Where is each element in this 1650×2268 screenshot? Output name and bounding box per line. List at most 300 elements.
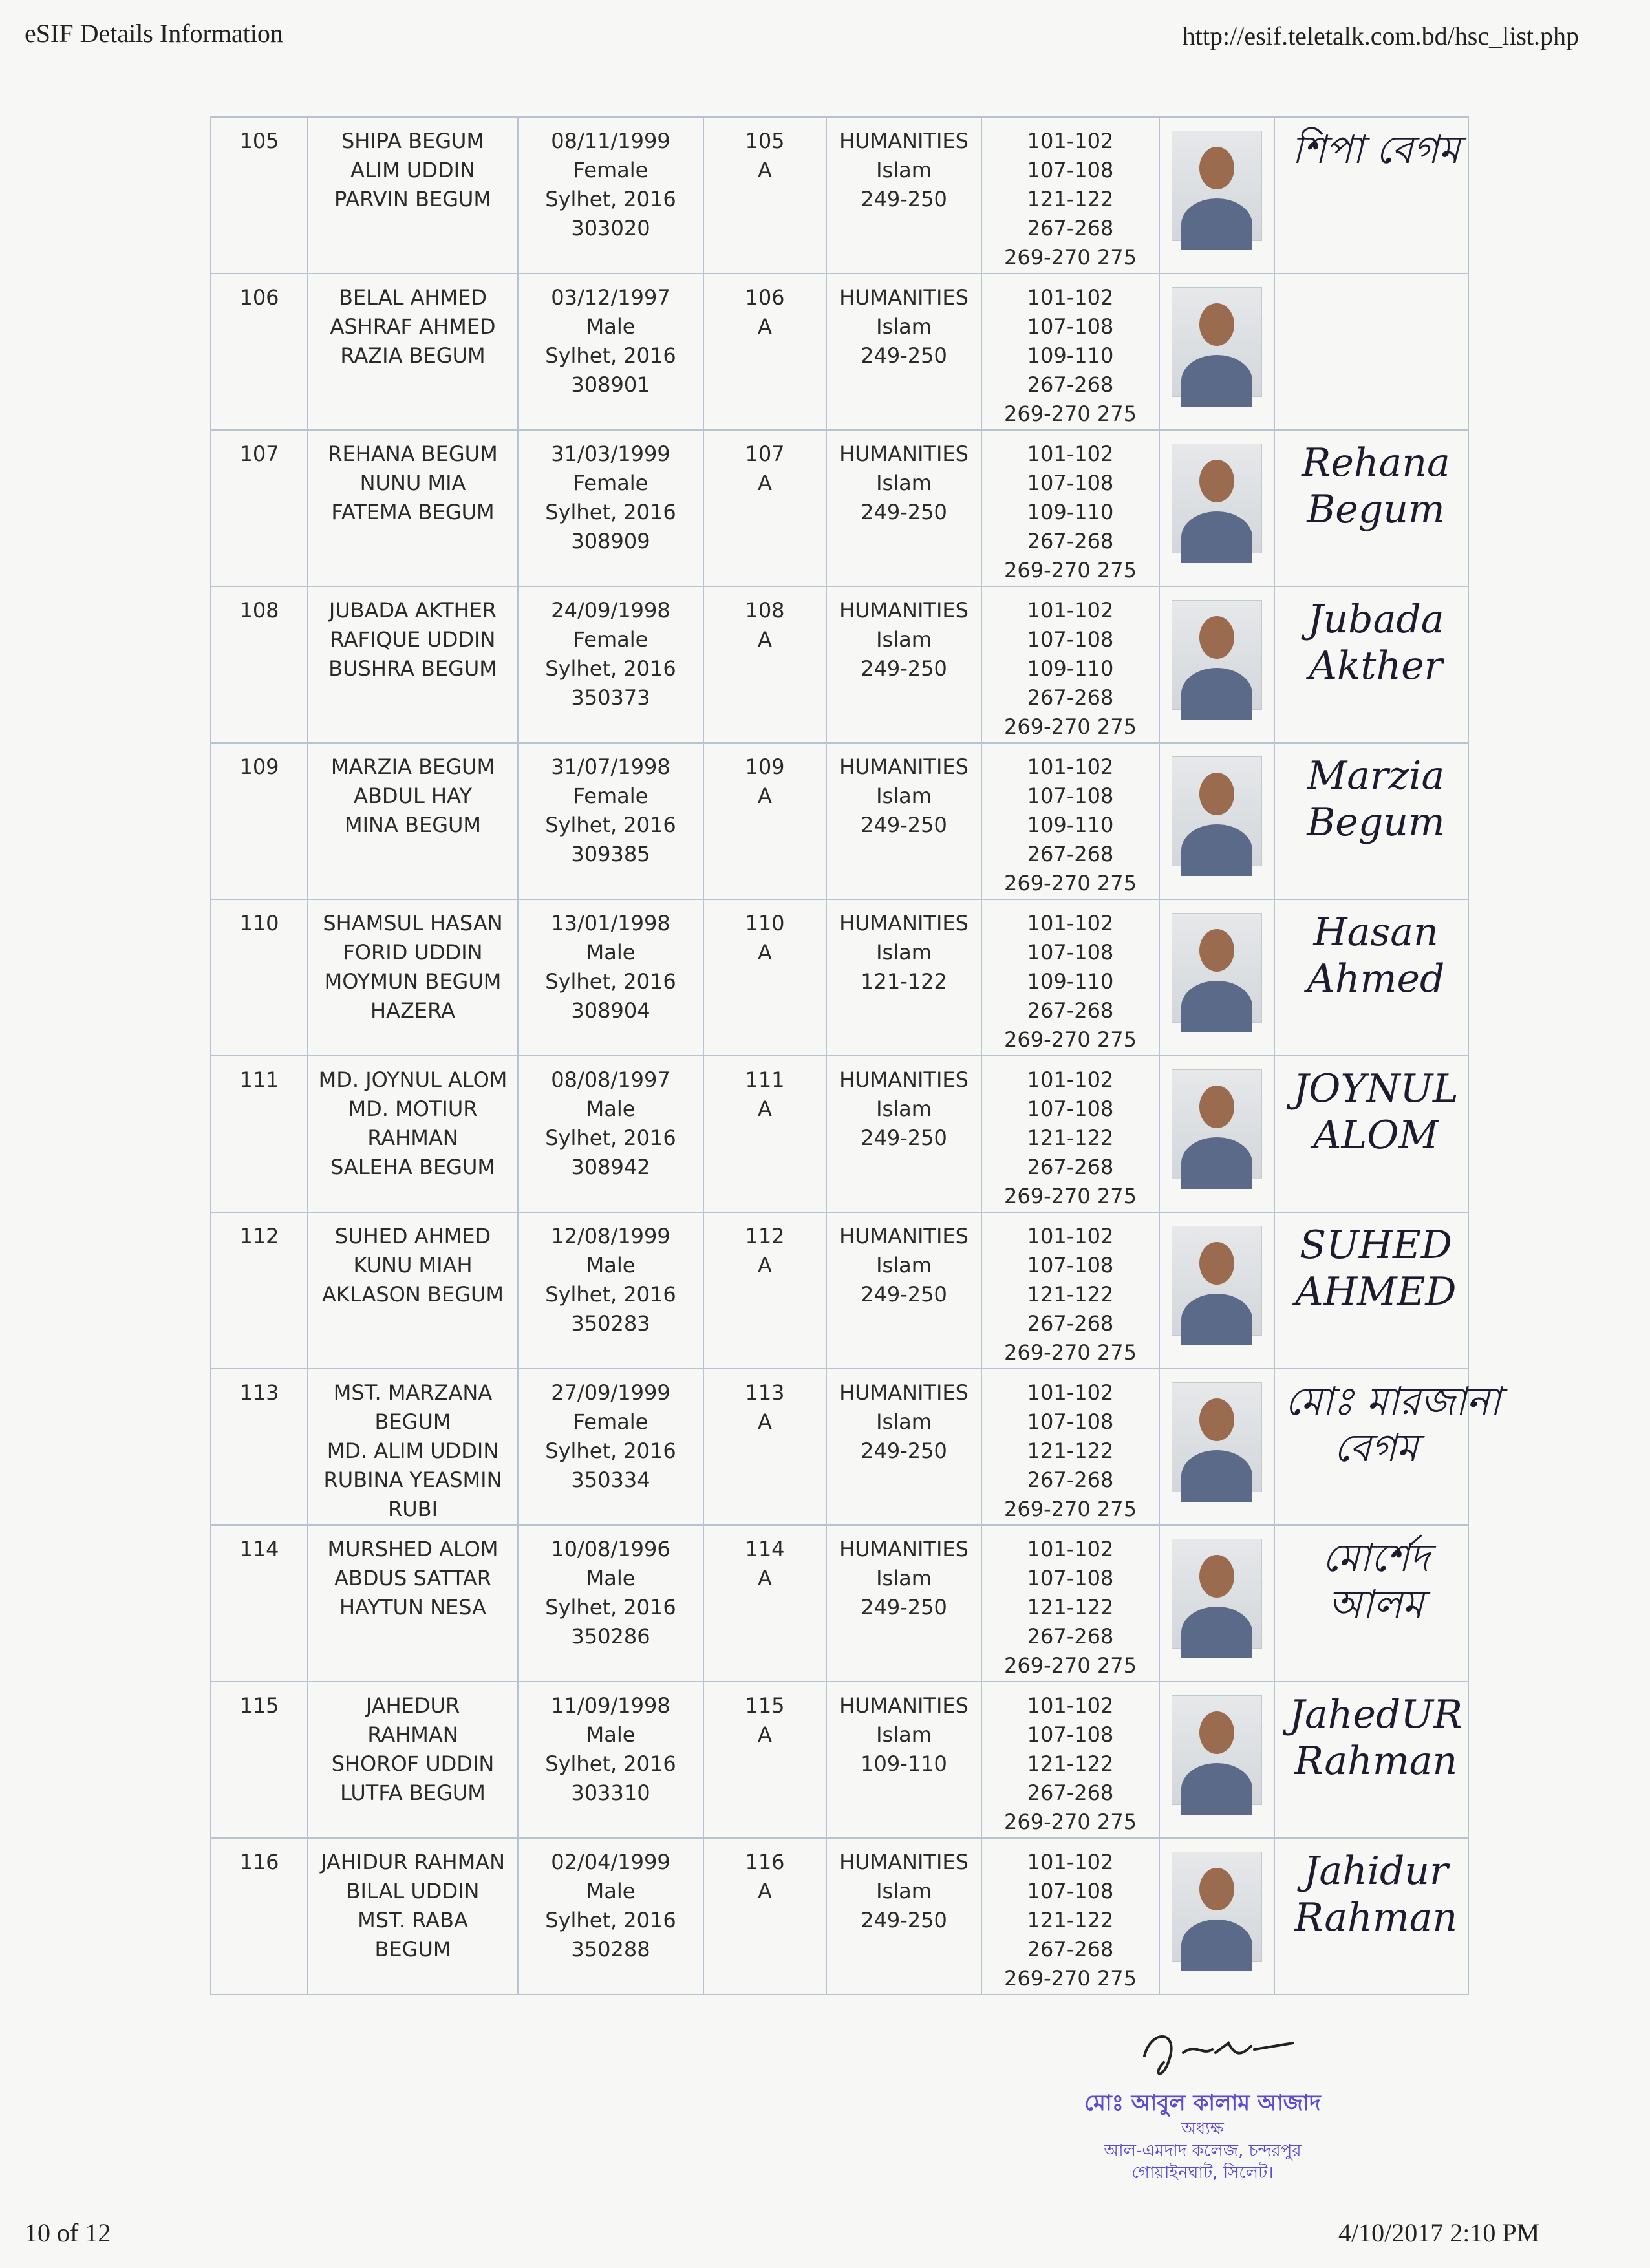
handwritten-signature: Jahidur bbox=[1303, 1848, 1448, 1894]
cell-group-line: 249-250 bbox=[861, 1595, 947, 1620]
cell-roll-line: A bbox=[758, 1566, 772, 1590]
cell-roll-line: A bbox=[758, 314, 772, 339]
cell-roll-line: A bbox=[758, 1722, 772, 1747]
cell-birth-info-line: 11/09/1998 bbox=[551, 1693, 670, 1718]
cell-serial-value: 105 bbox=[239, 129, 279, 153]
cell-signature bbox=[1274, 743, 1468, 899]
cell-serial bbox=[211, 743, 308, 899]
cell-serial bbox=[211, 899, 308, 1056]
cell-birth-info-line: 308904 bbox=[571, 998, 650, 1023]
handwritten-signature: শিপা বেগম bbox=[1291, 127, 1461, 173]
cell-serial bbox=[211, 273, 308, 430]
handwritten-signature: SUHED bbox=[1300, 1223, 1452, 1268]
photo-head-shape bbox=[1199, 1555, 1234, 1598]
cell-subjects-line: 269-270 275 bbox=[1004, 871, 1137, 895]
cell-names-line: MURSHED ALOM bbox=[327, 1537, 498, 1561]
cell-subjects-line: 101-102 bbox=[1027, 442, 1114, 466]
cell-names bbox=[308, 1838, 518, 1995]
page-header-url: http://esif.teletalk.com.bd/hsc_list.php bbox=[1182, 21, 1579, 50]
cell-subjects-line: 101-102 bbox=[1027, 911, 1114, 936]
cell-subjects-line: 267-268 bbox=[1027, 1781, 1114, 1805]
student-photo bbox=[1172, 756, 1262, 866]
cell-birth-info-line: 350286 bbox=[571, 1624, 650, 1649]
cell-names-line: SALEHA BEGUM bbox=[330, 1155, 495, 1179]
cell-photo bbox=[1159, 1056, 1274, 1212]
student-photo bbox=[1172, 1069, 1262, 1179]
cell-serial bbox=[211, 1212, 308, 1369]
cell-photo bbox=[1159, 430, 1274, 586]
cell-names-line: JAHEDUR bbox=[365, 1693, 460, 1718]
cell-subjects-line: 107-108 bbox=[1027, 1879, 1114, 1903]
cell-subjects-line: 121-122 bbox=[1027, 1595, 1114, 1620]
cell-group-line: HUMANITIES bbox=[839, 1067, 969, 1092]
cell-group bbox=[826, 273, 981, 430]
cell-signature bbox=[1274, 1838, 1468, 1995]
handwritten-signature: Hasan bbox=[1313, 910, 1439, 955]
cell-birth-info-line: 31/03/1999 bbox=[551, 442, 670, 466]
photo-body-shape bbox=[1181, 1137, 1252, 1189]
cell-subjects-line: 107-108 bbox=[1027, 314, 1114, 339]
cell-names-line: LUTFA BEGUM bbox=[340, 1781, 486, 1805]
table-row bbox=[211, 899, 1468, 1056]
handwritten-signature: JOYNUL bbox=[1293, 1066, 1459, 1111]
cell-roll bbox=[703, 1212, 826, 1369]
cell-names-line: MST. RABA bbox=[358, 1908, 468, 1932]
cell-birth-info-line: 350283 bbox=[571, 1311, 650, 1336]
cell-photo bbox=[1159, 1682, 1274, 1838]
cell-subjects-line: 269-270 275 bbox=[1004, 1653, 1137, 1678]
student-photo bbox=[1172, 1226, 1262, 1336]
cell-serial bbox=[211, 1682, 308, 1838]
cell-serial bbox=[211, 586, 308, 743]
cell-names-line: HAYTUN NESA bbox=[339, 1595, 487, 1620]
cell-subjects bbox=[981, 586, 1159, 743]
cell-group-line: HUMANITIES bbox=[839, 1537, 969, 1561]
cell-names-line: RAHMAN bbox=[367, 1126, 458, 1150]
cell-roll bbox=[703, 273, 826, 430]
cell-birth-info-line: 10/08/1996 bbox=[551, 1537, 670, 1561]
student-photo bbox=[1172, 131, 1262, 241]
cell-roll-line: A bbox=[758, 471, 772, 495]
cell-roll-line: A bbox=[758, 627, 772, 652]
photo-head-shape bbox=[1199, 460, 1234, 502]
cell-group bbox=[826, 1525, 981, 1682]
cell-group-line: 249-250 bbox=[861, 500, 947, 524]
cell-names-line: BELAL AHMED bbox=[338, 285, 488, 310]
cell-roll-line: 105 bbox=[745, 129, 785, 153]
cell-subjects-line: 109-110 bbox=[1027, 813, 1114, 837]
cell-subjects-line: 267-268 bbox=[1027, 1937, 1114, 1962]
cell-serial bbox=[211, 1838, 308, 1995]
cell-photo bbox=[1159, 586, 1274, 743]
cell-group bbox=[826, 1212, 981, 1369]
cell-photo bbox=[1159, 1838, 1274, 1995]
table-row bbox=[211, 743, 1468, 899]
cell-birth-info-line: 308942 bbox=[571, 1155, 650, 1179]
cell-names bbox=[308, 1212, 518, 1369]
cell-birth-info-line: Sylhet, 2016 bbox=[545, 1751, 676, 1776]
cell-group-line: Islam bbox=[876, 940, 932, 965]
cell-serial-value: 108 bbox=[239, 598, 279, 623]
cell-subjects bbox=[981, 743, 1159, 899]
cell-names-line: RUBI bbox=[387, 1497, 438, 1521]
photo-body-shape bbox=[1181, 1607, 1252, 1658]
cell-birth-info-line: Female bbox=[573, 471, 648, 495]
cell-birth-info-line: Sylhet, 2016 bbox=[545, 343, 676, 368]
handwritten-signature: Rahman bbox=[1294, 1738, 1458, 1784]
cell-subjects-line: 121-122 bbox=[1027, 1282, 1114, 1307]
table-row bbox=[211, 1682, 1468, 1838]
cell-birth-info-line: 31/07/1998 bbox=[551, 754, 670, 779]
cell-serial-value: 107 bbox=[239, 442, 279, 466]
student-list-body bbox=[211, 117, 1501, 1995]
cell-birth-info-line: 303020 bbox=[571, 216, 650, 241]
cell-roll bbox=[703, 1369, 826, 1525]
cell-signature bbox=[1274, 1212, 1468, 1369]
cell-subjects-line: 107-108 bbox=[1027, 940, 1114, 965]
photo-body-shape bbox=[1181, 1450, 1252, 1502]
cell-names-line: MST. MARZANA bbox=[333, 1380, 493, 1405]
cell-roll-line: A bbox=[758, 1097, 772, 1121]
cell-group-line: Islam bbox=[876, 158, 932, 182]
cell-names bbox=[308, 1056, 518, 1212]
cell-birth-info-line: 27/09/1999 bbox=[551, 1380, 670, 1405]
cell-roll-line: 106 bbox=[745, 285, 785, 310]
cell-birth-info-line: Male bbox=[586, 1253, 636, 1278]
handwritten-signature: ALOM bbox=[1313, 1113, 1439, 1158]
photo-head-shape bbox=[1199, 773, 1234, 815]
cell-group-line: Islam bbox=[876, 1879, 932, 1903]
cell-serial-value: 112 bbox=[239, 1224, 279, 1248]
cell-subjects-line: 269-270 275 bbox=[1004, 1497, 1137, 1521]
student-photo bbox=[1172, 1695, 1262, 1805]
table-row bbox=[211, 117, 1468, 273]
cell-roll-line: A bbox=[758, 1879, 772, 1903]
cell-group-line: 121-122 bbox=[861, 969, 947, 994]
handwritten-signature: JahedUR bbox=[1289, 1692, 1463, 1737]
cell-photo bbox=[1159, 899, 1274, 1056]
cell-group-line: HUMANITIES bbox=[839, 754, 969, 779]
cell-subjects bbox=[981, 1369, 1159, 1525]
cell-signature bbox=[1274, 273, 1468, 430]
handwritten-signature: Rehana bbox=[1302, 440, 1450, 486]
cell-group-line: Islam bbox=[876, 1722, 932, 1747]
cell-roll bbox=[703, 1838, 826, 1995]
cell-birth-info-line: Male bbox=[586, 1097, 636, 1121]
cell-birth-info bbox=[518, 1525, 703, 1682]
cell-roll bbox=[703, 1525, 826, 1682]
cell-birth-info-line: 08/08/1997 bbox=[551, 1067, 670, 1092]
cell-roll-line: 113 bbox=[745, 1380, 785, 1405]
cell-names bbox=[308, 117, 518, 273]
student-photo bbox=[1172, 1852, 1262, 1962]
cell-names-line: MINA BEGUM bbox=[344, 813, 482, 837]
cell-birth-info-line: Male bbox=[586, 1722, 636, 1747]
cell-serial bbox=[211, 1056, 308, 1212]
cell-roll-line: 108 bbox=[745, 598, 785, 623]
seal-designation: অধ্যক্ষ bbox=[1181, 2119, 1224, 2139]
cell-birth-info-line: 13/01/1998 bbox=[551, 911, 670, 936]
cell-group-line: Islam bbox=[876, 1253, 932, 1278]
student-photo bbox=[1172, 1382, 1262, 1492]
cell-birth-info-line: Female bbox=[573, 1409, 648, 1434]
cell-subjects-line: 267-268 bbox=[1027, 1468, 1114, 1492]
cell-names-line: BILAL UDDIN bbox=[346, 1879, 480, 1903]
cell-serial-value: 116 bbox=[239, 1850, 279, 1874]
cell-names-line: SHOROF UDDIN bbox=[331, 1751, 495, 1776]
cell-names-line: SHIPA BEGUM bbox=[341, 129, 485, 153]
cell-subjects-line: 109-110 bbox=[1027, 343, 1114, 368]
handwritten-signature: AHMED bbox=[1295, 1269, 1457, 1314]
photo-head-shape bbox=[1199, 147, 1234, 189]
cell-birth-info-line: Sylhet, 2016 bbox=[545, 1908, 676, 1932]
cell-signature bbox=[1274, 430, 1468, 586]
cell-names-line: JAHIDUR RAHMAN bbox=[320, 1850, 506, 1874]
cell-subjects-line: 267-268 bbox=[1027, 529, 1114, 553]
cell-birth-info-line: Female bbox=[573, 784, 648, 808]
cell-names-line: RAFIQUE UDDIN bbox=[330, 627, 496, 652]
student-photo bbox=[1172, 913, 1262, 1023]
cell-names-line: PARVIN BEGUM bbox=[334, 187, 492, 211]
photo-head-shape bbox=[1199, 616, 1234, 659]
cell-roll-line: 116 bbox=[745, 1850, 785, 1874]
handwritten-signature: Marzia bbox=[1307, 753, 1445, 798]
cell-subjects-line: 107-108 bbox=[1027, 1566, 1114, 1590]
handwritten-signature: Akther bbox=[1309, 643, 1443, 689]
cell-birth-info-line: Female bbox=[573, 158, 648, 182]
cell-birth-info-line: Sylhet, 2016 bbox=[545, 969, 676, 994]
cell-subjects-line: 107-108 bbox=[1027, 471, 1114, 495]
cell-birth-info-line: 309385 bbox=[571, 842, 650, 866]
photo-body-shape bbox=[1181, 1763, 1252, 1815]
cell-birth-info bbox=[518, 1056, 703, 1212]
cell-subjects-line: 107-108 bbox=[1027, 1409, 1114, 1434]
cell-group bbox=[826, 1838, 981, 1995]
cell-names-line: MD. MOTIUR bbox=[348, 1097, 478, 1121]
cell-subjects-line: 267-268 bbox=[1027, 842, 1114, 866]
cell-birth-info-line: 24/09/1998 bbox=[551, 598, 670, 623]
cell-birth-info bbox=[518, 1838, 703, 1995]
cell-roll-line: 114 bbox=[745, 1537, 785, 1561]
cell-names bbox=[308, 273, 518, 430]
cell-roll-line: 111 bbox=[745, 1067, 785, 1092]
cell-roll-line: A bbox=[758, 158, 772, 182]
cell-names-line: ABDUL HAY bbox=[354, 784, 472, 808]
cell-subjects-line: 101-102 bbox=[1027, 1380, 1114, 1405]
cell-subjects-line: 101-102 bbox=[1027, 1850, 1114, 1874]
cell-subjects-line: 267-268 bbox=[1027, 372, 1114, 397]
cell-group-line: Islam bbox=[876, 1097, 932, 1121]
cell-group-line: 249-250 bbox=[861, 1439, 947, 1463]
cell-subjects-line: 121-122 bbox=[1027, 1126, 1114, 1150]
table-row bbox=[211, 1212, 1468, 1369]
cell-roll-line: A bbox=[758, 1409, 772, 1434]
cell-subjects bbox=[981, 1212, 1159, 1369]
page-header-title: eSIF Details Information bbox=[25, 19, 283, 48]
cell-names-line: BUSHRA BEGUM bbox=[328, 656, 497, 681]
cell-names bbox=[308, 1369, 518, 1525]
cell-subjects-line: 267-268 bbox=[1027, 685, 1114, 710]
cell-subjects-line: 101-102 bbox=[1027, 598, 1114, 623]
table-row bbox=[211, 586, 1468, 743]
cell-names-line: JUBADA AKTHER bbox=[328, 598, 497, 623]
cell-photo bbox=[1159, 1525, 1274, 1682]
cell-names-line: SHAMSUL HASAN bbox=[323, 911, 503, 936]
cell-group-line: Islam bbox=[876, 314, 932, 339]
cell-roll-line: 115 bbox=[745, 1693, 785, 1718]
cell-subjects-line: 107-108 bbox=[1027, 627, 1114, 652]
cell-serial-value: 111 bbox=[239, 1067, 279, 1092]
cell-signature bbox=[1274, 1369, 1501, 1525]
photo-body-shape bbox=[1181, 824, 1252, 876]
student-photo bbox=[1172, 1539, 1262, 1649]
seal-college: আল-এমদাদ কলেজ, চন্দরপুর bbox=[1104, 2141, 1302, 2161]
cell-group-line: 249-250 bbox=[861, 656, 947, 681]
cell-names-line: BEGUM bbox=[374, 1409, 451, 1434]
handwritten-signature: Begum bbox=[1307, 800, 1445, 845]
cell-names-line: NUNU MIA bbox=[359, 471, 466, 495]
cell-names bbox=[308, 1525, 518, 1682]
cell-birth-info-line: Sylhet, 2016 bbox=[545, 1595, 676, 1620]
photo-head-shape bbox=[1199, 1868, 1234, 1910]
cell-group bbox=[826, 586, 981, 743]
cell-signature bbox=[1274, 117, 1468, 273]
cell-birth-info-line: Sylhet, 2016 bbox=[545, 500, 676, 524]
cell-roll bbox=[703, 1056, 826, 1212]
cell-serial bbox=[211, 430, 308, 586]
handwritten-signature: Ahmed bbox=[1307, 956, 1445, 1001]
cell-subjects-line: 109-110 bbox=[1027, 969, 1114, 994]
cell-birth-info-line: 03/12/1997 bbox=[551, 285, 670, 310]
photo-head-shape bbox=[1199, 929, 1234, 972]
cell-names bbox=[308, 1682, 518, 1838]
cell-group-line: Islam bbox=[876, 1566, 932, 1590]
cell-group-line: HUMANITIES bbox=[839, 598, 969, 623]
cell-subjects-line: 269-270 275 bbox=[1004, 1184, 1137, 1208]
cell-group-line: Islam bbox=[876, 627, 932, 652]
cell-subjects bbox=[981, 117, 1159, 273]
student-photo bbox=[1172, 287, 1262, 397]
cell-serial-value: 110 bbox=[239, 911, 279, 936]
cell-subjects-line: 269-270 275 bbox=[1004, 1027, 1137, 1052]
cell-group-line: 249-250 bbox=[861, 1126, 947, 1150]
cell-subjects-line: 269-270 275 bbox=[1004, 1966, 1137, 1991]
cell-subjects-line: 269-270 275 bbox=[1004, 401, 1137, 426]
handwritten-signature: Begum bbox=[1307, 487, 1445, 532]
photo-head-shape bbox=[1199, 1711, 1234, 1754]
cell-subjects-line: 107-108 bbox=[1027, 1097, 1114, 1121]
cell-signature bbox=[1274, 1056, 1468, 1212]
student-photo bbox=[1172, 444, 1262, 553]
cell-group bbox=[826, 899, 981, 1056]
cell-group-line: Islam bbox=[876, 1409, 932, 1434]
photo-body-shape bbox=[1181, 1920, 1252, 1971]
table-row bbox=[211, 430, 1468, 586]
cell-birth-info-line: 08/11/1999 bbox=[551, 129, 670, 153]
cell-birth-info bbox=[518, 1682, 703, 1838]
cell-subjects-line: 107-108 bbox=[1027, 1722, 1114, 1747]
cell-birth-info bbox=[518, 117, 703, 273]
photo-body-shape bbox=[1181, 355, 1252, 407]
cell-group-line: Islam bbox=[876, 784, 932, 808]
cell-birth-info-line: 12/08/1999 bbox=[551, 1224, 670, 1248]
cell-roll-line: 109 bbox=[745, 754, 785, 779]
cell-roll-line: A bbox=[758, 1253, 772, 1278]
cell-group-line: HUMANITIES bbox=[839, 285, 969, 310]
cell-birth-info-line: Sylhet, 2016 bbox=[545, 1126, 676, 1150]
cell-roll bbox=[703, 899, 826, 1056]
cell-group bbox=[826, 1369, 981, 1525]
handwritten-signature: মোঃ মারজানা bbox=[1285, 1379, 1501, 1424]
cell-birth-info bbox=[518, 1212, 703, 1369]
cell-group bbox=[826, 1682, 981, 1838]
cell-roll bbox=[703, 117, 826, 273]
cell-names bbox=[308, 899, 518, 1056]
cell-birth-info-line: Sylhet, 2016 bbox=[545, 813, 676, 837]
cell-group bbox=[826, 430, 981, 586]
cell-subjects bbox=[981, 1838, 1159, 1995]
table-row bbox=[211, 1369, 1468, 1525]
cell-subjects bbox=[981, 899, 1159, 1056]
cell-subjects-line: 269-270 275 bbox=[1004, 558, 1137, 583]
cell-group bbox=[826, 743, 981, 899]
cell-names-line: MD. JOYNUL ALOM bbox=[318, 1067, 508, 1092]
cell-birth-info-line: 350373 bbox=[571, 685, 650, 710]
cell-signature bbox=[1274, 1682, 1468, 1838]
cell-group-line: 249-250 bbox=[861, 1282, 947, 1307]
cell-signature bbox=[1274, 899, 1468, 1056]
cell-birth-info-line: Female bbox=[573, 627, 648, 652]
cell-names-line: MOYMUN BEGUM bbox=[324, 969, 502, 994]
cell-subjects bbox=[981, 1056, 1159, 1212]
cell-roll bbox=[703, 1682, 826, 1838]
cell-birth-info-line: Male bbox=[586, 940, 636, 965]
cell-photo bbox=[1159, 743, 1274, 899]
cell-serial-value: 114 bbox=[239, 1537, 279, 1561]
student-list-table bbox=[210, 116, 1501, 1995]
cell-names-line: BEGUM bbox=[374, 1937, 451, 1962]
cell-roll bbox=[703, 743, 826, 899]
cell-birth-info bbox=[518, 430, 703, 586]
cell-photo bbox=[1159, 117, 1274, 273]
photo-head-shape bbox=[1199, 1398, 1234, 1441]
cell-names-line: ABDUS SATTAR bbox=[334, 1566, 491, 1590]
cell-subjects bbox=[981, 1525, 1159, 1682]
student-photo bbox=[1172, 600, 1262, 710]
cell-names-line: MD. ALIM UDDIN bbox=[327, 1439, 499, 1463]
print-datetime: 4/10/2017 2:10 PM bbox=[1338, 2218, 1540, 2247]
handwritten-signature: আলম bbox=[1327, 1582, 1424, 1627]
photo-body-shape bbox=[1181, 981, 1252, 1032]
cell-serial bbox=[211, 1369, 308, 1525]
cell-serial-value: 109 bbox=[239, 754, 279, 779]
cell-birth-info-line: 02/04/1999 bbox=[551, 1850, 670, 1874]
cell-subjects-line: 107-108 bbox=[1027, 784, 1114, 808]
cell-subjects-line: 109-110 bbox=[1027, 656, 1114, 681]
principal-signature-scribble bbox=[1131, 2017, 1300, 2088]
cell-serial-value: 106 bbox=[239, 285, 279, 310]
seal-address: গোয়াইনঘাট, সিলেট। bbox=[1131, 2163, 1274, 2183]
handwritten-signature: মোর্শেদ bbox=[1322, 1535, 1430, 1581]
cell-subjects-line: 267-268 bbox=[1027, 216, 1114, 241]
cell-subjects-line: 101-102 bbox=[1027, 754, 1114, 779]
handwritten-signature: বেগম bbox=[1333, 1426, 1419, 1471]
cell-subjects-line: 101-102 bbox=[1027, 1224, 1114, 1248]
cell-roll-line: 110 bbox=[745, 911, 785, 936]
cell-birth-info-line: Sylhet, 2016 bbox=[545, 1439, 676, 1463]
cell-subjects-line: 101-102 bbox=[1027, 129, 1114, 153]
cell-subjects-line: 107-108 bbox=[1027, 1253, 1114, 1278]
